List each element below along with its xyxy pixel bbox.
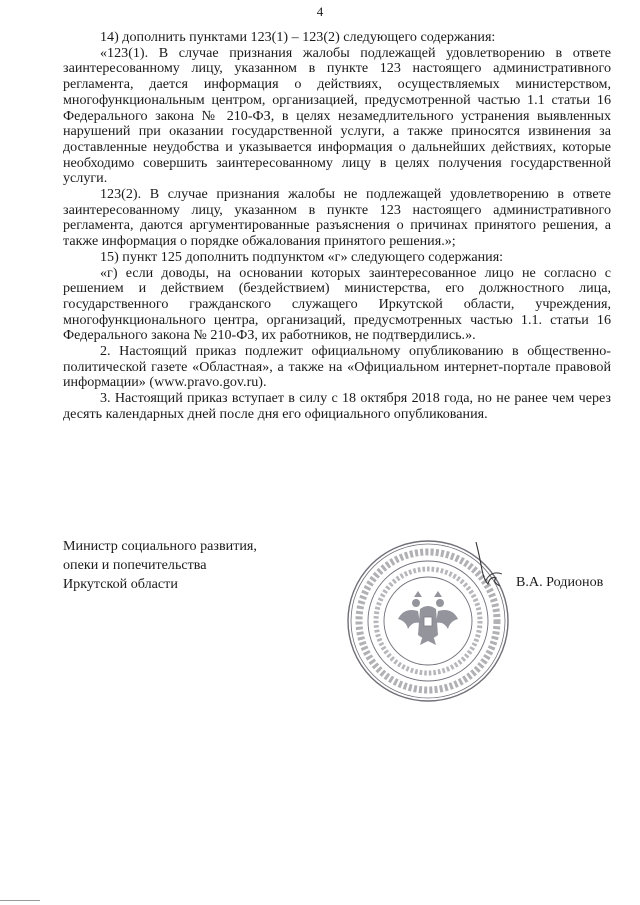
handwritten-signature (466, 540, 506, 590)
paragraph-item-14: 14) дополнить пунктами 123(1) – 123(2) следующего содержания: (100, 29, 496, 45)
signatory-position-line: опеки и попечительства (63, 557, 207, 573)
signatory-position-line: Иркутской области (63, 576, 178, 592)
signer-name: В.А. Родионов (516, 574, 604, 590)
signatory-position-line: Министр социального развития, (63, 538, 257, 554)
paragraph-item-15: 15) пункт 125 дополнить подпунктом «г» следующего содержания: (100, 248, 504, 265)
paragraph-order-2: 2. Настоящий приказ подлежит официальному опубликованию в общественно-политической газете «Областная», а также на «Официальном интернет-портале правовой информации» (www.pravo.gov.ru). (63, 343, 611, 391)
paragraph-clause-123-2: 123(2). В случае признания жалобы не подлежащей удовлетворению в ответе заинтересованному лицу, указанном в пункте 123 настоящего административного регламента, даются аргументированные разъяснения о причинах принятого решения, а также информация о порядке обжалования принятого решения.»; (63, 186, 611, 250)
signatory-position (63, 537, 257, 594)
paragraph-order-3: 3. Настоящий приказ вступает в силу с 18 октября 2018 года, но не ранее чем через десять календарных дней после дня его официального опубликования. (63, 390, 611, 422)
page-number: 4 (316, 4, 324, 19)
document-body (63, 30, 611, 423)
page-divider (0, 900, 40, 901)
paragraph-subclause-g: «г) если доводы, на основании которых заинтересованное лицо не согласно с решением и действием (бездействием) министерства, его должностного лица, государственного гражданского служащего Иркутской области, учреждения, многофункционального центра, организаций, предусмотренных частью 1.1. статьи 16 Федерального закона № 210-ФЗ, их работников, не подтвердились.». (63, 264, 611, 344)
paragraph-clause-123-1: «123(1). В случае признания жалобы подлежащей удовлетворению в ответе заинтересованному лицу, указанном в пункте 123 настоящего административного регламента, дается информация о действиях, осуществляемых министерством, многофункциональным центром, организацией, предусмотренной частью 1.1 статьи 16 Федерального закона № 210-ФЗ, в целях незамедлительного устранения выявленных нарушений при оказании государственной услуги, а также приносятся извинения за доставленные неудобства и указывается информация о дальнейших действиях, которые необходимо совершить заинтересованному лицу в целях получения государственной услуги. (63, 44, 611, 187)
